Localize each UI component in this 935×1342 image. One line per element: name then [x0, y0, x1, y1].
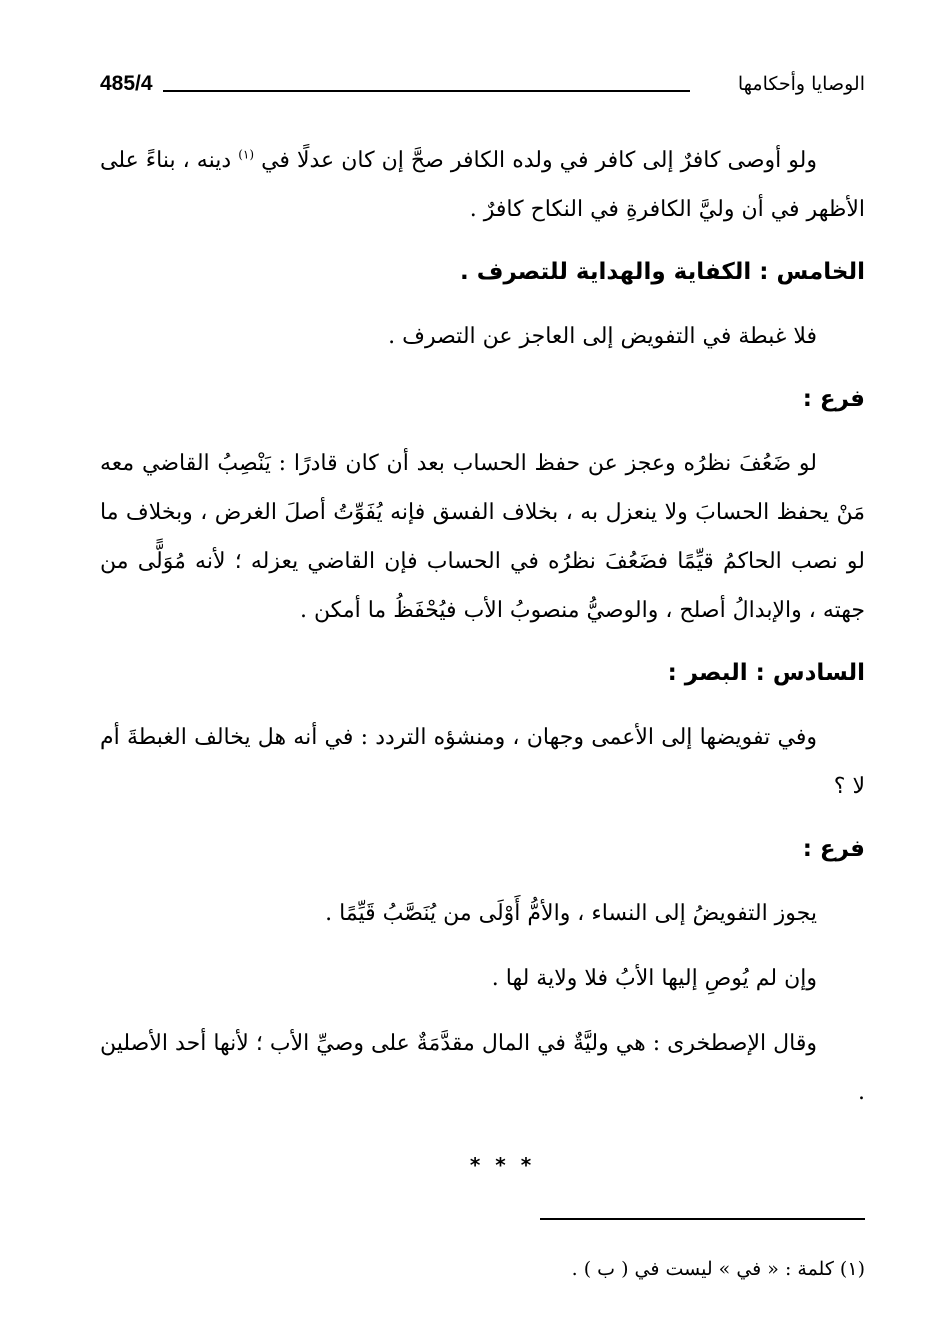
paragraph-4: وفي تفويضها إلى الأعمى وجهان ، ومنشؤه التردد : في أنه هل يخالف الغبطةَ أم لا ؟ [100, 725, 865, 799]
page-number: 485/4 [100, 72, 153, 95]
paragraph-3: لو ضَعُفَ نظرُه وعجز عن حفظ الحساب بعد أن كان قادرًا : يَنْصِبُ القاضي معه مَنْ يحفظ الحسابَ ولا ينعزل به ، بخلاف الفسق فإنه يُفَوِّتُ أصلَ الغرض ، وبخلاف ما لو نصب الحاكمُ قيِّمًا فضَعُفَ نظرُه في الحساب فإن القاضي يعزله ؛ لأنه مُوَلًّى من جهته ، والإبدالُ أصلح ، والوصيُّ منصوبُ الأب فيُحْفَظُ ما أمكن . [100, 451, 865, 623]
heading-fifth-condition: الخامس : الكفاية والهداية للتصرف . [460, 259, 865, 285]
heading-branch-2: فرع : [802, 836, 865, 862]
footnote-rule [540, 1218, 865, 1220]
paragraph-7: وقال الإصطخرى : هي وليَّةٌ في المال مقدَّمَةٌ على وصيِّ الأب ؛ لأنها أحد الأصلين . [100, 1031, 865, 1105]
footnote-1: (١) كلمة : « في » ليست في ( ب ) . [571, 1258, 865, 1280]
section-separator-stars: * * * [469, 1153, 536, 1177]
book-title: الوصايا وأحكامها [737, 73, 865, 95]
header-rule [163, 90, 690, 92]
heading-branch-1: فرع : [802, 386, 865, 412]
paragraph-5: يجوز التفويضُ إلى النساء ، والأمُّ أَوْلَى من يُنَصَّبُ قَيِّمًا . [325, 901, 817, 926]
running-header [100, 66, 865, 102]
paragraph-1-text: ولو أوصى كافرٌ إلى كافر في ولده الكافر صحَّ إن كان عدلًا في [261, 148, 817, 173]
paragraph-1 [100, 136, 865, 234]
paragraph-6: وإن لم يُوصِ إليها الأبُ فلا ولاية لها . [491, 966, 817, 991]
paragraph-2: فلا غبطة في التفويض إلى العاجز عن التصرف . [388, 324, 817, 349]
footnote-marker[interactable]: (١) [238, 147, 255, 162]
heading-sixth-condition: السادس : البصر : [667, 660, 865, 686]
main-text [100, 136, 865, 1190]
paragraph-1-rest: دينه ، بناءً على الأظهر في أن وليَّ الكافرةِ في النكاح كافرٌ . [100, 148, 865, 222]
